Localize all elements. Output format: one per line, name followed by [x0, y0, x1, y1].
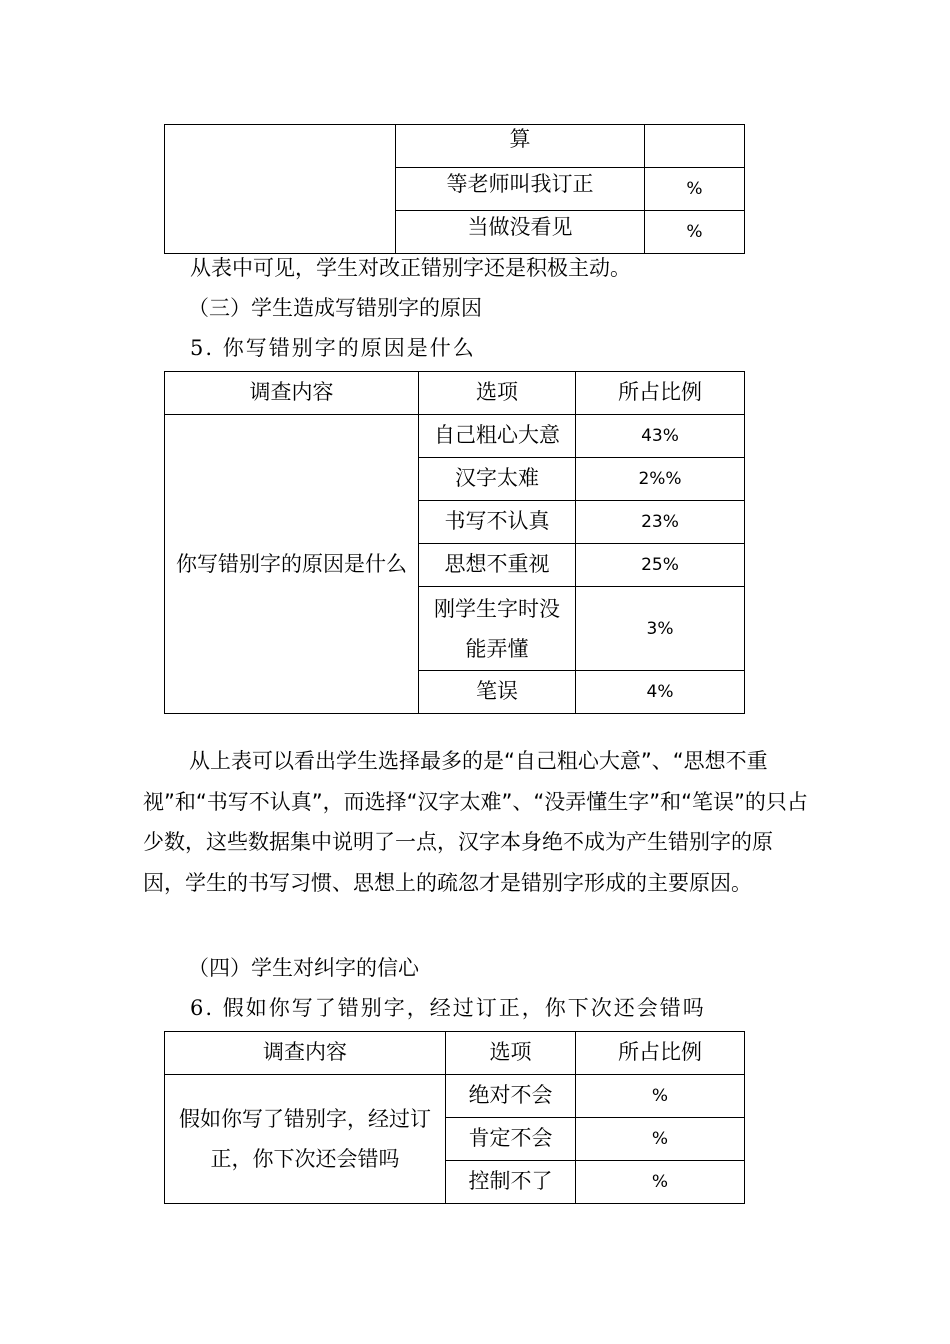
table-top-ratio [645, 125, 745, 168]
question-5: 5. 你写错别字的原因是什么 [190, 336, 476, 360]
paragraph-analysis [143, 741, 813, 903]
table-top-option: 算 [396, 125, 645, 168]
table-top-ratio: % [645, 168, 745, 211]
option-cell: 控制不了 [446, 1161, 576, 1204]
ratio-cell: 2%% [576, 458, 745, 501]
option-cell: 书写不认真 [419, 501, 576, 544]
header-ratio: 所占比例 [576, 372, 745, 415]
ratio-cell: % [576, 1118, 745, 1161]
header-survey-content: 调查内容 [165, 1032, 446, 1075]
paragraph-analysis-text: 从上表可以看出学生选择最多的是“自己粗心大意”、“思想不重视”和“书写不认真”，而选择“汉字太难”、“没弄懂生字”和“笔误”的只占少数，这些数据集中说明了一点，汉字本身绝不成为产生错别字的原因，学生的书写习惯、思想上的疏忽才是错别字形成的主要原因。 [143, 749, 808, 895]
header-ratio: 所占比例 [576, 1032, 745, 1075]
option-cell: 思想不重视 [419, 544, 576, 587]
ratio-cell: 4% [576, 671, 745, 714]
paragraph-conclusion-1: 从表中可见，学生对改正错别字还是积极主动。 [190, 256, 631, 280]
ratio-cell: 3% [576, 587, 745, 671]
ratio-cell: 25% [576, 544, 745, 587]
table-question-5 [164, 371, 745, 714]
section-heading-4: （四）学生对纠字的信心 [188, 956, 419, 980]
header-option: 选项 [446, 1032, 576, 1075]
option-cell: 绝对不会 [446, 1075, 576, 1118]
table-top-ratio: % [645, 211, 745, 254]
table-top-content-cell [165, 125, 396, 254]
option-cell: 笔误 [419, 671, 576, 714]
survey-content-cell: 你写错别字的原因是什么 [165, 415, 419, 714]
ratio-cell: 43% [576, 415, 745, 458]
table-top [164, 124, 745, 254]
table-top-option: 当做没看见 [396, 211, 645, 254]
survey-content-cell: 假如你写了错别字，经过订正，你下次还会错吗 [165, 1075, 446, 1204]
table-question-6 [164, 1031, 745, 1204]
section-heading-3: （三）学生造成写错别字的原因 [188, 296, 482, 320]
option-cell: 刚学生字时没能弄懂 [419, 587, 576, 671]
option-cell: 肯定不会 [446, 1118, 576, 1161]
ratio-cell: % [576, 1161, 745, 1204]
option-cell: 汉字太难 [419, 458, 576, 501]
table-top-option: 等老师叫我订正 [396, 168, 645, 211]
header-option: 选项 [419, 372, 576, 415]
option-cell: 自己粗心大意 [419, 415, 576, 458]
ratio-cell: % [576, 1075, 745, 1118]
header-survey-content: 调查内容 [165, 372, 419, 415]
question-6: 6. 假如你写了错别字，经过订正，你下次还会错吗 [190, 996, 706, 1020]
ratio-cell: 23% [576, 501, 745, 544]
